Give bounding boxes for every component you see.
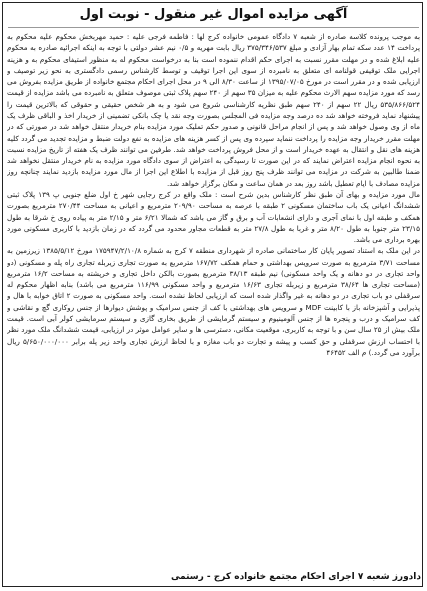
- notice-header: [0, 4, 427, 24]
- title-divider: [8, 27, 419, 28]
- signature-line: دادورز شعبه ۷ اجرای احکام مجتمع خانواده کرج - رستمی: [170, 572, 421, 582]
- notice-body: [7, 31, 420, 566]
- notice-paragraph: به موجب پرونده کلاسه صادره از شعبه ۷ دادگاه عمومی خانواده کرج لها : فاطمه فرجی علیه : حمید مهربخش محکوم علیه محکوم به پرداخت ۱۴ عدد سکه تمام بهار آزادی و مبلغ ۳۷۵/۳۴۶/۵۳۷ ریال بابت مهریه و ۰/۵ نیم عشر دولتی با توجه به اینکه اجرائیه صادره به محکوم علیه ابلاغ شده و در مهلت مقرر نسبت به اجرای حکم اقدام ننموده است بنا به درخواست محکوم له به منظور استیفای محکوم به و هزینه اجرایی ملک توقیفی قولنامه ای متعلق به نامبرده از سوی این اجرا توقیف و توسط کارشناس رسمی دادگستری به نحو زیر توصیف و ارزیابی شده و در مقرر است در مورخ ۱۳۹۵/۰۷/۰۵ از ساعت ۸/۳۰ الی ۹ در محل اجرای احکام مجتمع خانواده از طریق مزایده بفروش می رسد که مورد مزایده سهم الارث محکوم علیه به میزان ۳۵ سهم از ۲۴۰ سهم پلاک ثبتی موصوف متعلق به نامبرده می باشد مزایده از قیمت ۵۳۵/۸۶۶/۵۲۴ ریال ۲۲ سهم از ۲۴۰ سهم طبق نظریه کارشناسی شروع می شود و به هر شخص حقیقی و حقوقی که بالاترین قیمت را پیشنهاد نماید فروخته خواهد شد ده درصد وجه مزایده فی المجلس بصورت وجه نقد یا چک بانکی تضمینی از خریدار اخذ و الباقی ظرف یک ماه از وی وصول خواهد شد و پس از انجام مراحل قانونی و صدور حکم تملیک مورد مزایده بنام خریدار منتقل خواهد شد در صورتی که در مهلت مقرر خریدار وجه مزایده را پرداخت ننماید سپرده وی پس از کسر هزینه های مزایده به نفع دولت ضبط و مزایده تجدید می گردد کلیه هزینه های نقل و انتقال به عهده خریدار است و از محل فروش پرداخت خواهد شد. طرفین می توانند ظرف یک هفته از تاریخ مزایده نسبت به نحوه انجام مزایده اعتراض نمایند که در این صورت تا رسیدگی به اعتراض از سوی دادگاه مورد مزایده به نام خریدار منتقل نخواهد شد ضمنا طالبین به شرکت در مزایده می توانند ظرف پنج روز قبل از مزایده با اطلاع این اجرا از مال مورد مزایده بازدید نمایند چنانچه روز مزایده مصادف با ایام تعطیل باشد روز بعد در همان ساعت و مکان برگزار خواهد شد.: [7, 32, 420, 188]
- notice-paragraph: مال مورد مزایده و بهای آن طبق نظر کارشناس بدین شرح است : ملک واقع در کرج رجایی شهر خ اول ضلع جنوبی پ ۱۳۹ پلاک ثبتی ششدانگ اعیانی یک باب ساختمان مسکونی ۲ طبقه با عرصه به مساحت ۲۰۹/۹۰ مترمربع و اعیانی به مساحت ۲۷۰/۴۴ مترمربع بصورت همکف و طبقه اول با نمای آجری و دارای انشعابات آب و برق و گاز می باشد که شمالا ۶/۲۱ متر و ۲/۱۵ متر به پیاده روی خ شرقا به طول ۲۳/۱۵ متر جنوبا به طول ۸/۲۰ متر و غربا به طول ۲۷/۸ متر به قطعات مجاور محدود می گردد که در زمان بازدید با کاربری مسکونی مورد بهره برداری می باشد.: [7, 189, 420, 245]
- notice-footer: [6, 569, 421, 585]
- notice-paragraph: در این ملک به استناد تصویر پایان کار ساختمانی صادره از شهرداری منطقه ۷ کرج به شماره ۱۷۵۹۴۷/۲/۱۰/۸ مورخ ۱۳۸۵/۵/۱۲ زیرزمین به مساحت ۳/۷۱ مترمربع به صورت سرویس بهداشتی و حمام همکف ۱۶۷/۷۲ مترمربع به صورت تجاری زیربله تجاری راه پله و مسکونی (دو واحد تجاری در دو دهانه و یک واحد مسکونی) نیم طبقه ۳۸/۱۳ مترمربع بصورت بالکن داخل تجاری و خرپشته به مساحت ۱۶/۲ مترمربع (مساحت تجاری ها ۳۸/۶۴ مترمربع و زیربله تجاری ۱۶/۶۳ مترمربع و واحد مسکونی ۱۱۶/۹۹ مترمربع می باشد) بنابه اظهار محکوم له سرقفلی دو باب تجاری در دو دهانه به غیر واگذار شده است که ارزیابی لحاظ نشده است. واحد مسکونی به صورت ۲ اتاق خوابه با هال و پذیرایی و آشپزخانه باز با کابینت MDF و سرویس های بهداشتی با کف از جنس سرامیک و پوشش دیوارها از جنس روکاری گچ و نقاشی و کف سرامیک و درب و پنجره ها از جنس آلومینیوم و سیستم گرمایشی از طریق بخاری گازی و سیستم سرمایشی کولر آبی است. قیمت ملک بیش از ۲۵ سال سن و با توجه به کاربری، موقعیت مکانی، دسترسی ها و سایر عوامل موثر در ارزیابی، قیمت ششدانگ ملک مورد نظر با احتساب ارزش سرقفلی و حق کسب و پیشه و تجارت دو باب مغازه و با لحاظ ارزش تجاری واحد زیر پله برابر ۵/۶۵۰/۰۰۰/۰۰۰ ریال برآورد می گردد.) م الف ۴۶۴۵۲: [7, 246, 420, 357]
- notice-title: آگهی مزایده اموال غیر منقول - نوبت اول: [79, 6, 348, 22]
